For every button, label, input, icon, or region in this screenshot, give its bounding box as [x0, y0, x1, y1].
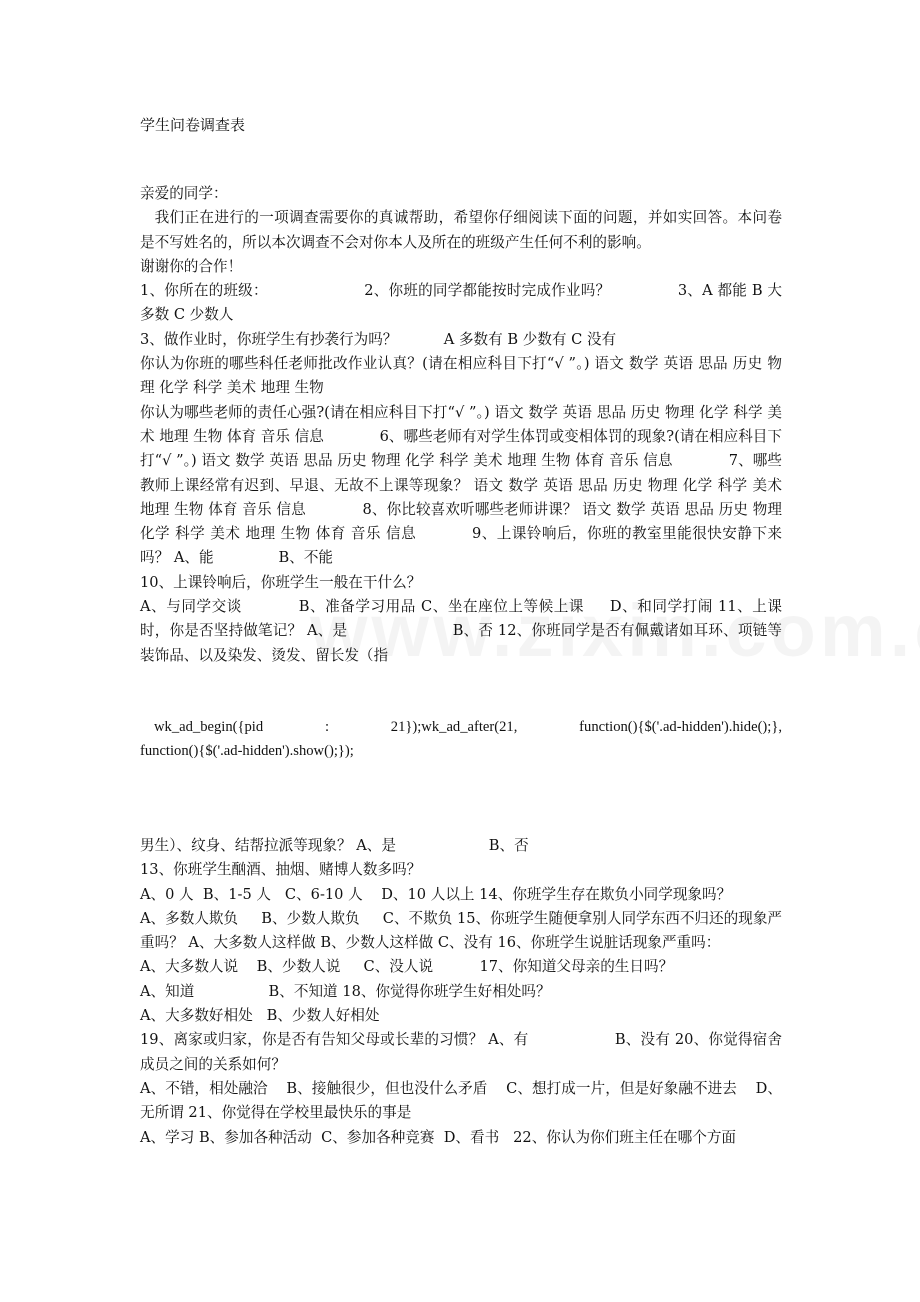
question-paragraph: 3、做作业时，你班学生有抄袭行为吗？ A 多数有 B 少数有 C 没有 — [140, 330, 617, 348]
ad-code-part: function(){$('.ad-hidden').hide();}, — [579, 719, 782, 735]
page-title: 学生问卷调查表 — [140, 116, 246, 134]
question-paragraph: 男生）、纹身、结帮拉派等现象？ A、是 B、否 — [140, 837, 529, 854]
question-paragraph: 13、你班学生酗酒、抽烟、赌博人数多吗？ — [140, 861, 422, 879]
ad-code-line-2: function(){$('.ad-hidden').show();}); — [140, 743, 354, 760]
intro-paragraph: 我们正在进行的一项调查需要你的真诚帮助，希望你仔细阅读下面的问题，并如实回答。本问卷是不写姓名的，所以本次调查不会对你本人及所在的班级产生任何不利的影响。 — [140, 209, 782, 251]
question-paragraph: 你认为你班的哪些科任老师批改作业认真？(请在相应科目下打“√ ”。) 语文 数学 英语 思品 历史 物理 化学 科学 美术 地理 生物 — [140, 355, 782, 397]
question-paragraph: A、不错，相处融洽 B、接触很少，但也没什么矛盾 C、想打成一片，但是好象融不进去 D、无所谓 21、你觉得在学校里最快乐的事是 — [140, 1079, 782, 1122]
question-paragraph: 你认为哪些老师的责任心强?(请在相应科目下打“√ ”。) 语文 数学 英语 思品 历史 物理 化学 科学 美术 地理 生物 体育 音乐 信息 6、哪些老师有对学生体罚或变相体罚的现象?(请在相应科目下打“√ ”。) 语文 数学 英语 思品 历史 物理 化学 科学 美术 地理 生物 体育 音乐 信息 7、哪些教师上课经常有迟到、早退、无故不上课等现象？ 语文 数学 英语 思品 历史 物理 化学 科学 美术 地理 生物 体育 音乐 信息 8、你比较喜欢听哪些老师讲课？ 语文 数学 英语 思品 历史 物理 化学 科学 美术 地理 生物 体育 音乐 信息 9、上课铃响后，你班的教室里能很快安静下来吗？ A、能 B、不能 — [140, 403, 787, 567]
question-paragraph: A、大多数好相处 B、少数人好相处 — [140, 1007, 380, 1025]
ad-code-block — [140, 715, 782, 764]
question-paragraph: A、学习 B、参加各种活动 C、参加各种竞赛 D、看书 22、你认为你们班主任在哪个方面 — [140, 1128, 737, 1146]
ad-code-part: wk_ad_begin({pid — [154, 719, 264, 735]
ad-code-part: : — [324, 719, 329, 735]
ad-code-part: 21});wk_ad_after(21, — [390, 719, 518, 735]
question-paragraph: A、与同学交谈 B、准备学习用品 C、坐在座位上等候上课 D、和同学打闹 11、上课时，你是否坚持做笔记？ A、是 B、否 12、你班同学是否有佩戴诸如耳环、项链等装饰品、以及染发、烫发、留长发（指 — [140, 598, 782, 664]
question-paragraph: A、知道 B、不知道 18、你觉得你班学生好相处吗？ — [140, 982, 551, 1000]
question-paragraph: 10、上课铃响后，你班学生一般在干什么？ — [140, 573, 422, 591]
question-paragraph: 19、离家或归家，你是否有告知父母或长辈的习惯？ A、有 B、没有 20、你觉得宿舍成员之间的关系如何？ — [140, 1031, 782, 1073]
question-paragraph: A、多数人欺负 B、少数人欺负 C、不欺负 15、你班学生随便拿别人同学东西不归还的现象严重吗？ A、大多数人这样做 B、少数人这样做 C、没有 16、你班学生说脏话现象严重吗： — [140, 909, 783, 952]
greeting: 亲爱的同学： — [140, 185, 228, 202]
question-paragraph: A、大多数人说 B、少数人说 C、没人说 17、你知道父母亲的生日吗？ — [140, 958, 674, 976]
thanks-line: 谢谢你的合作！ — [140, 257, 243, 275]
questions-block-2 — [140, 834, 782, 1150]
question-paragraph: 1、你所在的班级： 2、你班的同学都能按时完成作业吗？ 3、A 都能 B 大多数 C 少数人 — [140, 282, 782, 324]
ad-code-line-1 — [140, 715, 782, 739]
intro-block — [140, 182, 787, 668]
question-paragraph: A、0 人 B、1-5 人 C、6-10 人 D、10 人以上 14、你班学生存在欺负小同学现象吗？ — [140, 885, 732, 903]
